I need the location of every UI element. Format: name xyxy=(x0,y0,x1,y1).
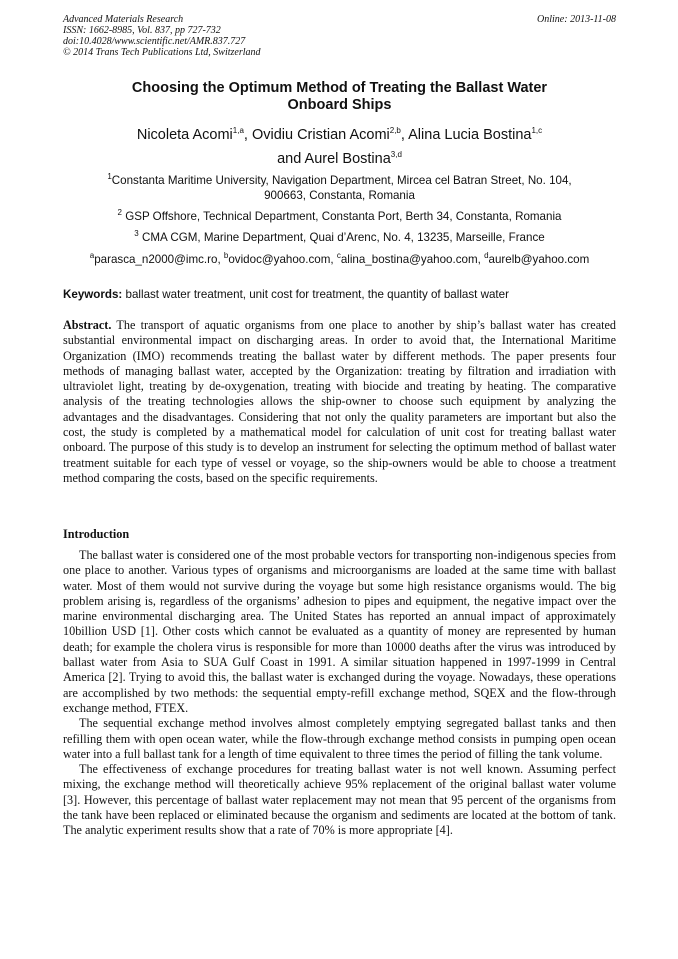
title-line-2: Onboard Ships xyxy=(287,97,392,113)
affiliation-2 xyxy=(63,210,616,225)
journal-copyright: © 2014 Trans Tech Publications Ltd, Switzerland xyxy=(63,47,261,58)
journal-header xyxy=(63,14,616,58)
affil-text: Constanta Maritime University, Navigation Department, Mircea cel Batran Street, No. 104, xyxy=(111,174,572,187)
email-sup: b xyxy=(223,251,229,261)
abstract xyxy=(63,318,616,486)
keywords xyxy=(63,288,616,302)
abstract-text: The transport of aquatic organisms from one place to another by ship’s ballast water has created substantial environmental impact on discharging areas. In order to avoid that, the International Maritime Organization (IMO) recommends treating the ballast water by different methods. The paper presents four methods of managing ballast water, accepted by the Organization: treating by filtration and irradiation with ultraviolet light, treating by de-oxygenation, treating with biocide and treating by heating. The comparative analysis of the treating technologies allows the ship-owner to choose such equipment by analyzing the advantages and the disadvantages. Considering that not only the quality parameters are important but also the cost, the study is completed by a mathematical model for calculation of unit cost for treating ballast water onboard. The purpose of this study is to develop an instrument for selecting the optimum method of ballast water treatment suitable for each type of vessel or voyage, so the ship-owners would be able to choose a treatment method comparing the costs, based on the specific requirements. xyxy=(63,318,616,485)
email-sup: a xyxy=(89,251,95,261)
author-affil-sup: 2,b xyxy=(389,126,401,136)
author-affil-sup: 3,d xyxy=(390,150,402,160)
email-link[interactable]: parasca_n2000@imc.ro, xyxy=(94,253,221,266)
email-sup: d xyxy=(484,251,489,261)
affil-number: 1 xyxy=(107,172,112,182)
email-link[interactable]: alina_bostina@yahoo.com, xyxy=(340,253,481,266)
author-emails xyxy=(63,253,616,268)
abstract-label: Abstract. xyxy=(63,318,112,332)
email-link[interactable]: ovidoc@yahoo.com, xyxy=(228,253,334,266)
intro-paragraph: The sequential exchange method involves almost completely emptying segregated ballast tanks and then refilling them with open ocean water, while the flow-through exchange method consists in pumping open ocean water into a full ballast tank for a length of time equivalent to three times the period of filling the tank volume. xyxy=(63,716,616,761)
section-heading-introduction: Introduction xyxy=(63,527,130,541)
author-separator: , xyxy=(400,127,405,143)
author-name: Alina Lucia Bostina xyxy=(408,127,532,143)
author-affil-sup: 1,a xyxy=(232,126,244,136)
online-date: Online: 2013-11-08 xyxy=(537,14,616,25)
author-affil-sup: 1,c xyxy=(531,126,543,136)
journal-name: Advanced Materials Research xyxy=(63,14,184,25)
paper-title xyxy=(63,80,616,114)
journal-issn: ISSN: 1662-8985, Vol. 837, pp 727-732 xyxy=(63,25,221,36)
affil-text-cont: 900663, Constanta, Romania xyxy=(264,188,415,202)
email-link[interactable]: aurelb@yahoo.com xyxy=(488,253,590,266)
keywords-text: ballast water treatment, unit cost for treatment, the quantity of ballast water xyxy=(125,288,509,301)
author-line-2 xyxy=(63,147,616,171)
author-separator: , xyxy=(243,127,248,143)
affil-text: GSP Offshore, Technical Department, Constanta Port, Berth 34, Constanta, Romania xyxy=(125,210,562,223)
affiliation-3 xyxy=(63,231,616,246)
email-sup: c xyxy=(336,251,341,261)
intro-paragraph: The effectiveness of exchange procedures for treating ballast water is not well known. Assuming perfect mixing, the exchange method will theoretically achieve 95% replacement of the original ballast water volume [3]. However, this percentage of ballast water replacement may not mean that 95 percent of the organisms from the tank have been replaced or eliminated because the organism and sediments are located at the bottom of tank. The analytic experiment results show that a rate of 70% is more appropriate [4]. xyxy=(63,762,616,838)
affil-number: 2 xyxy=(117,208,122,218)
affil-number: 3 xyxy=(134,229,139,239)
author-conjunction: and xyxy=(277,151,302,167)
author-name: Nicoleta Acomi xyxy=(136,127,233,143)
title-line-1: Choosing the Optimum Method of Treating the Ballast Water xyxy=(131,80,548,96)
keywords-label: Keywords: xyxy=(63,288,123,301)
author-name: Aurel Bostina xyxy=(304,151,391,167)
author-name: Ovidiu Cristian Acomi xyxy=(251,127,390,143)
affil-text: CMA CGM, Marine Department, Quai d’Arenc, No. 4, 13235, Marseille, France xyxy=(141,231,545,244)
journal-doi: doi:10.4028/www.scientific.net/AMR.837.727 xyxy=(63,36,246,47)
affiliation-1 xyxy=(63,174,616,203)
introduction-body xyxy=(63,548,616,839)
author-line-1 xyxy=(63,123,616,147)
author-list xyxy=(63,123,616,171)
intro-paragraph: The ballast water is considered one of the most probable vectors for transporting non-indigenous species from one place to another. Various types of organisms and microorganisms are loaded at the same time with ballast water. Most of them would not survive during the voyage but some high resistance organisms would. The big problem arising is, regardless of the organisms’ adhesion to pipes and equipment, the negative impact over the marine environmental discharging area. The United States has reported an annual impact of approximately 10billion USD [1]. Other costs which cannot be evaluated as a quantity of money are represented by human death; for example the cholera virus is responsible for more than 10000 deaths after the virus was introduced by ballast water from Asia to SUA Gulf Coast in 1991. A similar situation happened in 1997-1999 in Central America [2]. Trying to avoid this, the ballast water is exchanged during the voyage. Nowadays, these operations are accomplished by two methods: the sequential empty-refill exchange method, SQEX and the flow-through exchange method, FTEX. xyxy=(63,548,616,715)
